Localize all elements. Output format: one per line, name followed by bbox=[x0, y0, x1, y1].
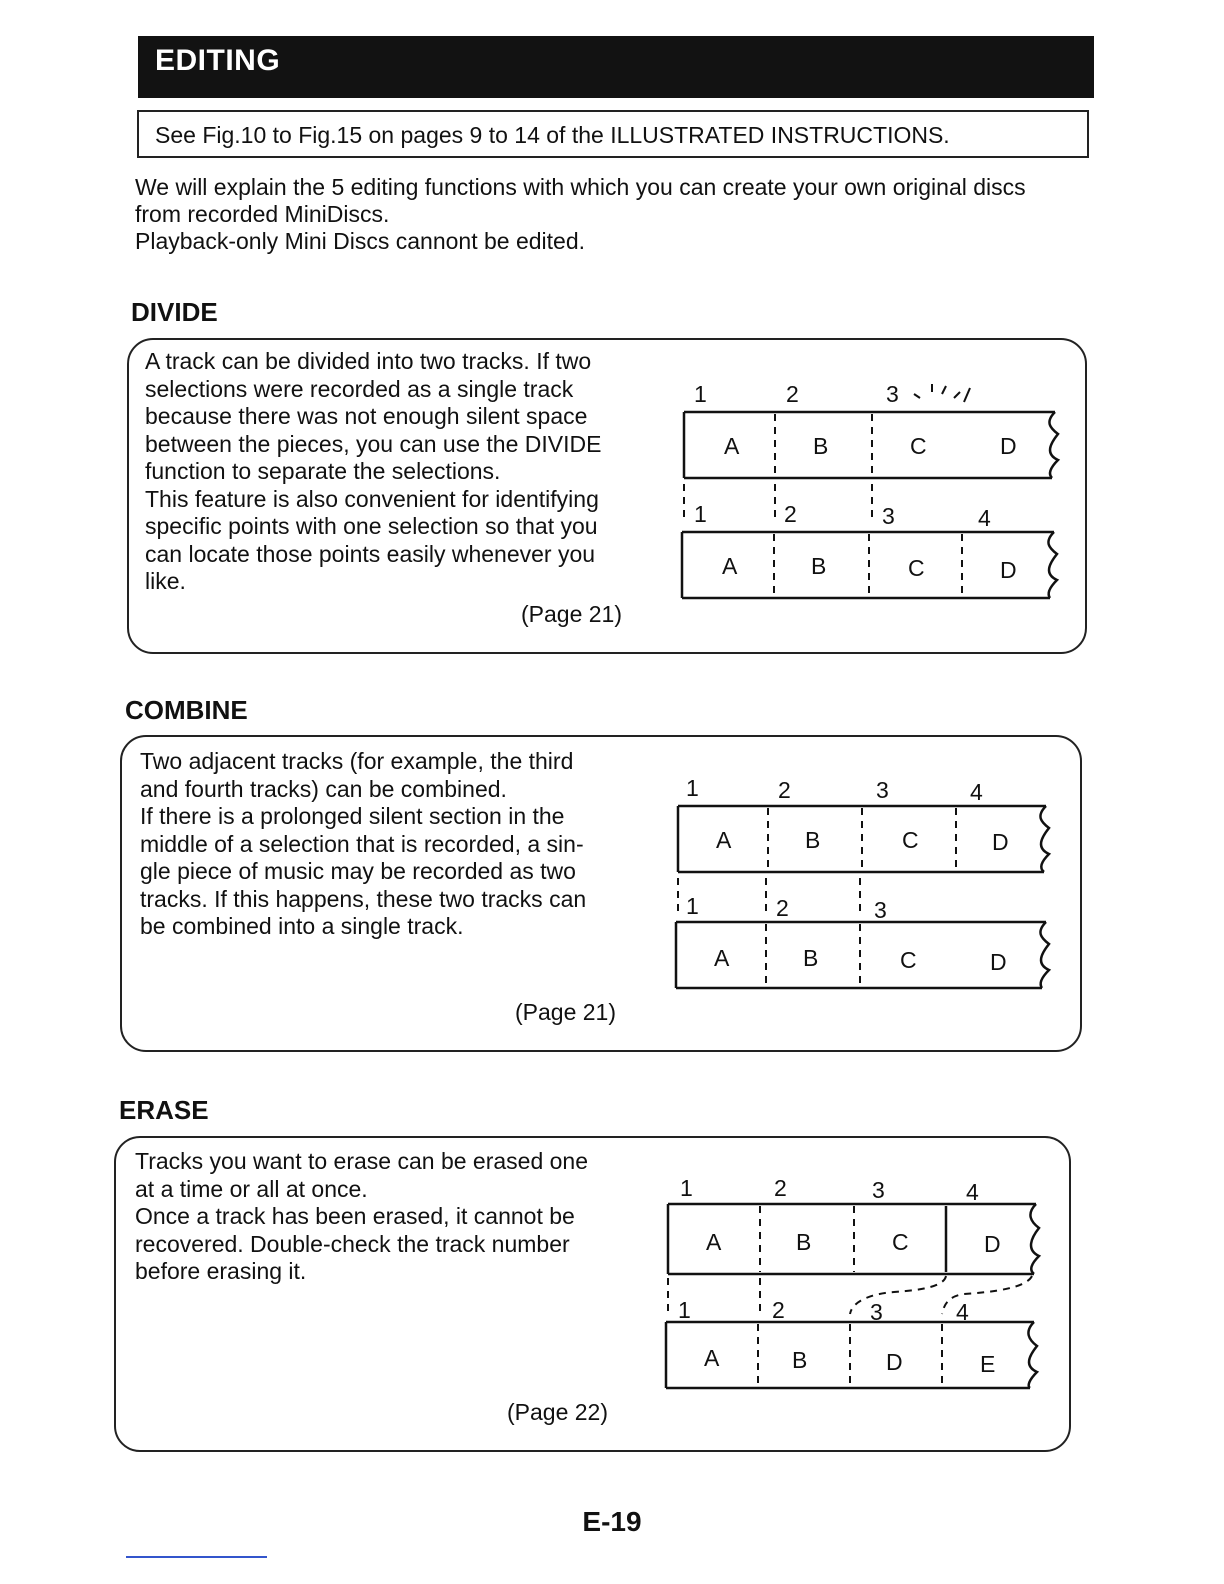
text-line: between the pieces, you can use the DIVIDE bbox=[145, 430, 602, 457]
intro-paragraph bbox=[135, 174, 1100, 255]
track-letter: A bbox=[704, 1345, 720, 1371]
track-letter: C bbox=[892, 1229, 909, 1255]
page-title: EDITING bbox=[155, 44, 281, 77]
divide-diagram bbox=[670, 372, 1070, 612]
section-text-erase bbox=[135, 1148, 588, 1286]
track-letter: A bbox=[714, 945, 730, 971]
divide-spark-icon bbox=[914, 384, 970, 402]
track-letter: D bbox=[990, 949, 1007, 975]
footer-link-underline bbox=[126, 1556, 267, 1558]
track-letter: C bbox=[902, 827, 919, 853]
track-divider bbox=[758, 1324, 942, 1386]
track-letter: D bbox=[984, 1231, 1001, 1257]
section-heading-divide: DIVIDE bbox=[131, 297, 218, 327]
text-line: tracks. If this happens, these two tracks can bbox=[140, 885, 587, 912]
track-number: 2 bbox=[774, 1175, 787, 1201]
section-text-divide bbox=[145, 348, 601, 596]
track-number: 3 bbox=[886, 381, 899, 407]
track-number: 1 bbox=[694, 381, 707, 407]
section-text-combine bbox=[140, 748, 586, 941]
track-number: 3 bbox=[870, 1299, 883, 1325]
combine-diagram bbox=[664, 768, 1064, 1008]
text-line: A track can be divided into two tracks. If two bbox=[145, 348, 592, 374]
track-letter: B bbox=[813, 433, 829, 459]
track-number: 2 bbox=[776, 895, 789, 921]
intro-line: We will explain the 5 editing functions with which you can create your own original discs bbox=[135, 174, 1026, 200]
text-line: Tracks you want to erase can be erased one bbox=[135, 1148, 589, 1174]
text-line: before erasing it. bbox=[135, 1258, 307, 1284]
track-number: 1 bbox=[680, 1175, 693, 1201]
track-letter: A bbox=[724, 433, 740, 459]
track-divider bbox=[678, 878, 860, 916]
track-letter: B bbox=[805, 827, 821, 853]
text-line: gle piece of music may be recorded as two bbox=[140, 858, 576, 884]
track-number: 1 bbox=[686, 775, 699, 801]
track-divider bbox=[684, 484, 872, 522]
reference-box bbox=[137, 110, 1089, 158]
track-number: 3 bbox=[872, 1177, 885, 1203]
text-line: Once a track has been erased, it cannot be bbox=[135, 1203, 575, 1229]
track-number: 3 bbox=[876, 777, 889, 803]
track-number: 2 bbox=[772, 1297, 785, 1323]
text-line: recovered. Double-check the track number bbox=[135, 1230, 570, 1257]
text-line: be combined into a single track. bbox=[140, 913, 464, 939]
text-line: specific points with one selection so that you bbox=[145, 513, 598, 539]
track-number: 4 bbox=[970, 779, 983, 805]
intro-line: Playback-only Mini Discs cannont be edited. bbox=[135, 228, 586, 254]
text-line: can locate those points easily whenever you bbox=[145, 540, 596, 567]
text-line: function to separate the selections. bbox=[145, 458, 501, 484]
track-number: 2 bbox=[778, 777, 791, 803]
track-divider bbox=[774, 534, 962, 596]
track-number: 1 bbox=[694, 501, 707, 527]
track-letter: A bbox=[706, 1229, 722, 1255]
reference-text: See Fig.10 to Fig.15 on pages 9 to 14 of the ILLUSTRATED INSTRUCTIONS. bbox=[155, 122, 950, 148]
track-letter: B bbox=[796, 1229, 812, 1255]
text-line: Two adjacent tracks (for example, the third bbox=[140, 748, 574, 774]
intro-line: from recorded MiniDiscs. bbox=[135, 201, 390, 227]
text-line: because there was not enough silent space bbox=[145, 403, 588, 429]
track-letter: D bbox=[992, 829, 1009, 855]
track-letter: A bbox=[716, 827, 732, 853]
text-line: and fourth tracks) can be combined. bbox=[140, 775, 507, 802]
text-line: like. bbox=[145, 568, 186, 594]
text-line: at a time or all at once. bbox=[135, 1175, 368, 1202]
track-letter: B bbox=[811, 553, 827, 579]
section-heading-erase: ERASE bbox=[119, 1095, 209, 1125]
track-number: 2 bbox=[786, 381, 799, 407]
track-number: 1 bbox=[686, 893, 699, 919]
track-letter: A bbox=[722, 553, 738, 579]
page-number: E-19 bbox=[582, 1506, 642, 1537]
page-reference-combine: (Page 21) bbox=[515, 999, 617, 1025]
text-line: If there is a prolonged silent section in the bbox=[140, 803, 565, 829]
page-reference-divide: (Page 21) bbox=[521, 601, 623, 627]
track-letter: D bbox=[1000, 433, 1017, 459]
text-line: selections were recorded as a single track bbox=[145, 375, 574, 402]
text-line: This feature is also convenient for identifying bbox=[145, 485, 599, 512]
track-letter: D bbox=[886, 1349, 903, 1375]
track-number: 4 bbox=[966, 1179, 979, 1205]
page-reference-erase: (Page 22) bbox=[507, 1399, 609, 1425]
erase-diagram bbox=[654, 1168, 1054, 1408]
track-divider bbox=[768, 808, 956, 870]
header-bar bbox=[138, 36, 1094, 98]
track-number: 4 bbox=[978, 505, 991, 531]
track-letter: D bbox=[1000, 557, 1017, 583]
track-letter: B bbox=[792, 1347, 808, 1373]
track-number: 3 bbox=[874, 897, 887, 923]
text-line: middle of a selection that is recorded, a sin- bbox=[140, 830, 584, 857]
track-number: 3 bbox=[882, 503, 895, 529]
track-letter: C bbox=[910, 433, 927, 459]
track-letter: C bbox=[908, 555, 925, 581]
track-letter: E bbox=[980, 1351, 996, 1377]
section-heading-combine: COMBINE bbox=[125, 695, 248, 725]
track-number: 1 bbox=[678, 1297, 691, 1323]
track-number: 4 bbox=[956, 1299, 969, 1325]
track-letter: B bbox=[803, 945, 819, 971]
track-letter: C bbox=[900, 947, 917, 973]
track-number: 2 bbox=[784, 501, 797, 527]
